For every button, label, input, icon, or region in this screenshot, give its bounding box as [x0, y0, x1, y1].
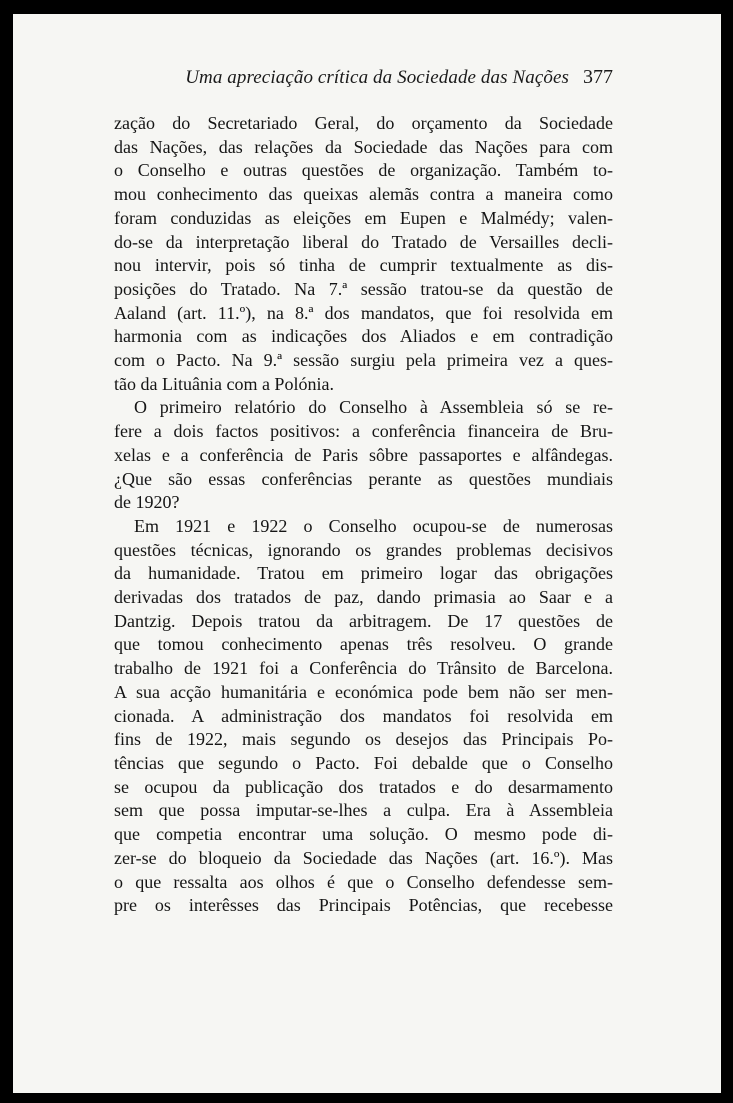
text-line: Aaland (art. 11.º), na 8.ª dos mandatos, que foi resolvida em	[114, 302, 613, 323]
text-line: A sua acção humanitária e económica pode bem não ser men-	[114, 681, 613, 702]
text-line: derivadas dos tratados de paz, dando primasia ao Saar e a	[114, 587, 613, 608]
text-line: xelas e a conferência de Paris sôbre passaportes e alfândegas.	[114, 444, 613, 465]
text-line: se ocupou da publicação dos tratados e do desarmamento	[114, 776, 613, 797]
text-line: zer-se do bloqueio da Sociedade das Nações (art. 16.º). Mas	[114, 847, 613, 868]
text-line: harmonia com as indicações dos Aliados e em contradição	[114, 326, 613, 347]
body-text	[114, 112, 613, 918]
text-line: fins de 1922, mais segundo os desejos das Principais Po-	[114, 729, 613, 750]
text-line: pre os interêsses das Principais Potências, que recebesse	[114, 895, 613, 916]
text-line: tências que segundo o Pacto. Foi debalde que o Conselho	[114, 752, 613, 773]
page-header	[101, 66, 613, 106]
text-line: fere a dois factos positivos: a conferência financeira de Bru-	[114, 421, 613, 442]
text-line: ¿Que são essas conferências perante as questões mundiais	[114, 468, 613, 489]
text-line: posições do Tratado. Na 7.ª sessão tratou-se da questão de	[114, 278, 613, 299]
text-line: nou intervir, pois só tinha de cumprir textualmente as dis-	[114, 255, 613, 276]
text-line: de 1920?	[114, 492, 180, 513]
text-line: questões técnicas, ignorando os grandes problemas decisivos	[114, 539, 613, 560]
text-line: Dantzig. Depois tratou da arbitragem. De 17 questões de	[114, 610, 613, 631]
text-line: com o Pacto. Na 9.ª sessão surgiu pela primeira vez a ques-	[114, 350, 613, 371]
paragraph	[114, 396, 613, 515]
text-line: cionada. A administração dos mandatos foi resolvida em	[114, 705, 613, 726]
text-line: das Nações, das relações da Sociedade das Nações para com	[114, 136, 613, 157]
text-line: mou conhecimento das queixas alemãs contra a maneira como	[114, 184, 613, 205]
text-line: trabalho de 1921 foi a Conferência do Trânsito de Barcelona.	[114, 658, 613, 679]
text-line: que tomou conhecimento apenas três resolveu. O grande	[114, 634, 613, 655]
text-line: zação do Secretariado Geral, do orçamento da Sociedade	[114, 113, 613, 133]
text-line: o Conselho e outras questões de organização. Também to-	[114, 160, 613, 181]
text-line: Em 1921 e 1922 o Conselho ocupou-se de numerosas	[134, 515, 613, 536]
paragraph	[114, 112, 613, 396]
text-line: o que ressalta aos olhos é que o Conselho defendesse sem-	[114, 871, 613, 892]
text-line: da humanidade. Tratou em primeiro logar das obrigações	[114, 563, 613, 584]
text-line: do-se da interpretação liberal do Tratado de Versailles decli-	[114, 231, 613, 252]
text-line: O primeiro relatório do Conselho à Assembleia só se re-	[134, 397, 613, 418]
text-line: tão da Lituânia com a Polónia.	[114, 373, 334, 394]
text-line: sem que possa imputar-se-lhes a culpa. Era à Assembleia	[114, 800, 613, 821]
text-line: que competia encontrar uma solução. O mesmo pode di-	[114, 824, 613, 845]
page-number: 377	[583, 66, 613, 88]
paragraph	[114, 515, 613, 918]
book-page	[13, 14, 721, 1093]
text-line: foram conduzidas as eleições em Eupen e Malmédy; valen-	[114, 207, 613, 228]
running-title: Uma apreciação crítica da Sociedade das Nações	[185, 67, 569, 88]
